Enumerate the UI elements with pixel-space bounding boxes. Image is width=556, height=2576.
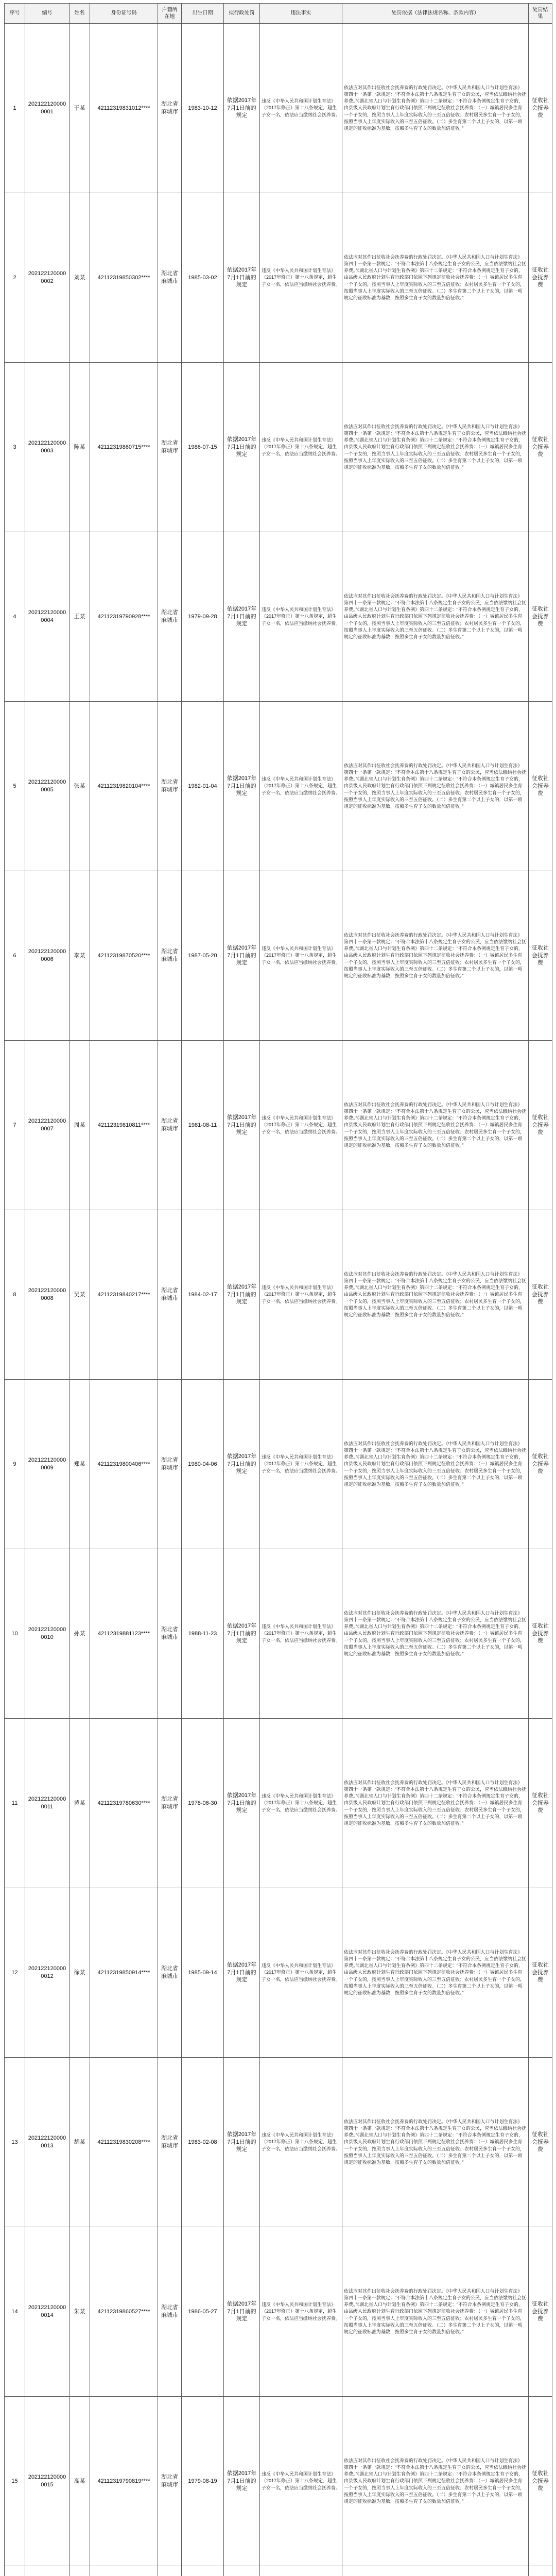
penalty-result-cell: 征收社会抚养费: [529, 24, 552, 193]
id-number-cell: 42112319850914****: [90, 1888, 158, 2058]
penalty-basis-cell: 依法应对其作出征收社会抚养费的行政处罚决定。《中华人民共和国人口与计划生育法》第四十一条第一款规定：“不符合本法第十八条规定生育子女的公民，应当依法缴纳社会抚养费。”《湖北省人口与计划生育条例》第四十二条规定：“不符合本条例规定生育子女的，由县级人民政府计划生育行政部门依照下列规定征收社会抚养费：（一）城镇居民多生育一个子女的，按照当事人上年度实际收入的三至五倍征收；农村居民多生育一个子女的，按照当事人上年度实际收入的三至五倍征收。（二）多生育第二个以上子女的，以第一项规定的征收标准为基数，按照多生育子女的数量加倍征收。”: [342, 1380, 529, 1549]
household-region-cell: 湖北省麻城市: [158, 1041, 182, 1210]
row-number-cell: 14: [5, 2227, 25, 2397]
person-name-cell: 陈某: [70, 363, 90, 532]
household-region-cell: [158, 2566, 182, 2576]
penalty-type-cell: 依据2017年7月1日前的规定: [224, 1380, 260, 1549]
violation-fact-cell: 违反《中华人民共和国计划生育法》（2017年修正）第十八条规定，超生子女一名，依法应当缴纳社会抚养费。: [260, 1041, 342, 1210]
table-row: [5, 1041, 552, 1210]
household-region-cell: 湖北省麻城市: [158, 2397, 182, 2566]
penalty-basis-cell: 依法应对其作出征收社会抚养费的行政处罚决定。《中华人民共和国人口与计划生育法》第四十一条第一款规定：“不符合本法第十八条规定生育子女的公民，应当依法缴纳社会抚养费。”《湖北省人口与计划生育条例》第四十二条规定：“不符合本条例规定生育子女的，由县级人民政府计划生育行政部门依照下列规定征收社会抚养费：（一）城镇居民多生育一个子女的，按照当事人上年度实际收入的三至五倍征收；农村居民多生育一个子女的，按照当事人上年度实际收入的三至五倍征收。（二）多生育第二个以上子女的，以第一项规定的征收标准为基数，按照多生育子女的数量加倍征收。”: [342, 1549, 529, 1719]
penalty-type-cell: 依据2017年7月1日前的规定: [224, 2227, 260, 2397]
table-row: [5, 2058, 552, 2227]
household-region-cell: 湖北省麻城市: [158, 1549, 182, 1719]
penalty-result-cell: 征收社会抚养费: [529, 1888, 552, 2058]
birth-date-cell: [182, 2566, 224, 2576]
penalty-basis-cell: 依法应对其作出征收社会抚养费的行政处罚决定。《中华人民共和国人口与计划生育法》第四十一条第一款规定：“不符合本法第十八条规定生育子女的公民，应当依法缴纳社会抚养费。”《湖北省人口与计划生育条例》第四十二条规定：“不符合本条例规定生育子女的，由县级人民政府计划生育行政部门依照下列规定征收社会抚养费：（一）城镇居民多生育一个子女的，按照当事人上年度实际收入的三至五倍征收；农村居民多生育一个子女的，按照当事人上年度实际收入的三至五倍征收。（二）多生育第二个以上子女的，以第一项规定的征收标准为基数，按照多生育子女的数量加倍征收。”: [342, 1888, 529, 2058]
header-cell: 出生日期: [182, 4, 224, 24]
table-row: [5, 24, 552, 193]
violation-fact-cell: [260, 2566, 342, 2576]
record-code-cell: 2021221200000001: [25, 24, 70, 193]
birth-date-cell: 1985-03-02: [182, 193, 224, 363]
table-row: [5, 1210, 552, 1380]
violation-fact-cell: 违反《中华人民共和国计划生育法》（2017年修正）第十八条规定，超生子女一名，依法应当缴纳社会抚养费。: [260, 24, 342, 193]
penalty-basis-cell: 依法应对其作出征收社会抚养费的行政处罚决定。《中华人民共和国人口与计划生育法》第四十一条第一款规定：“不符合本法第十八条规定生育子女的公民，应当依法缴纳社会抚养费。”《湖北省人口与计划生育条例》第四十二条规定：“不符合本条例规定生育子女的，由县级人民政府计划生育行政部门依照下列规定征收社会抚养费：（一）城镇居民多生育一个子女的，按照当事人上年度实际收入的三至五倍征收；农村居民多生育一个子女的，按照当事人上年度实际收入的三至五倍征收。（二）多生育第二个以上子女的，以第一项规定的征收标准为基数，按照多生育子女的数量加倍征收。”: [342, 2058, 529, 2227]
header-cell: 处罚结果: [529, 4, 552, 24]
person-name-cell: 王某: [70, 532, 90, 702]
header-cell: 序号: [5, 4, 25, 24]
table-row: [5, 1888, 552, 2058]
household-region-cell: 湖北省麻城市: [158, 871, 182, 1041]
penalty-type-cell: 依据2017年7月1日前的规定: [224, 532, 260, 702]
header-cell: 身份证号码: [90, 4, 158, 24]
penalty-basis-cell: 依法应对其作出征收社会抚养费的行政处罚决定。《中华人民共和国人口与计划生育法》第四十一条第一款规定：“不符合本法第十八条规定生育子女的公民，应当依法缴纳社会抚养费。”《湖北省人口与计划生育条例》第四十二条规定：“不符合本条例规定生育子女的，由县级人民政府计划生育行政部门依照下列规定征收社会抚养费：（一）城镇居民多生育一个子女的，按照当事人上年度实际收入的三至五倍征收；农村居民多生育一个子女的，按照当事人上年度实际收入的三至五倍征收。（二）多生育第二个以上子女的，以第一项规定的征收标准为基数，按照多生育子女的数量加倍征收。”: [342, 2227, 529, 2397]
penalty-type-cell: 依据2017年7月1日前的规定: [224, 1888, 260, 2058]
household-region-cell: 湖北省麻城市: [158, 1719, 182, 1888]
penalty-basis-cell: 依法应对其作出征收社会抚养费的行政处罚决定。《中华人民共和国人口与计划生育法》第四十一条第一款规定：“不符合本法第十八条规定生育子女的公民，应当依法缴纳社会抚养费。”《湖北省人口与计划生育条例》第四十二条规定：“不符合本条例规定生育子女的，由县级人民政府计划生育行政部门依照下列规定征收社会抚养费：（一）城镇居民多生育一个子女的，按照当事人上年度实际收入的三至五倍征收；农村居民多生育一个子女的，按照当事人上年度实际收入的三至五倍征收。（二）多生育第二个以上子女的，以第一项规定的征收标准为基数，按照多生育子女的数量加倍征收。”: [342, 702, 529, 871]
header-cell: 违法事实: [260, 4, 342, 24]
header-cell: 户籍所在地: [158, 4, 182, 24]
violation-fact-cell: 违反《中华人民共和国计划生育法》（2017年修正）第十八条规定，超生子女一名，依法应当缴纳社会抚养费。: [260, 871, 342, 1041]
row-number-cell: 9: [5, 1380, 25, 1549]
birth-date-cell: 1986-07-15: [182, 363, 224, 532]
id-number-cell: [90, 2566, 158, 2576]
row-number-cell: 8: [5, 1210, 25, 1380]
birth-date-cell: 1982-01-04: [182, 702, 224, 871]
birth-date-cell: 1986-05-27: [182, 2227, 224, 2397]
birth-date-cell: 1988-11-23: [182, 1549, 224, 1719]
id-number-cell: 42112319800406****: [90, 1380, 158, 1549]
violation-fact-cell: 违反《中华人民共和国计划生育法》（2017年修正）第十八条规定，超生子女一名，依法应当缴纳社会抚养费。: [260, 1888, 342, 2058]
birth-date-cell: 1981-08-11: [182, 1041, 224, 1210]
penalty-basis-cell: 依法应对其作出征收社会抚养费的行政处罚决定。《中华人民共和国人口与计划生育法》第四十一条第一款规定：“不符合本法第十八条规定生育子女的公民，应当依法缴纳社会抚养费。”《湖北省人口与计划生育条例》第四十二条规定：“不符合本条例规定生育子女的，由县级人民政府计划生育行政部门依照下列规定征收社会抚养费：（一）城镇居民多生育一个子女的，按照当事人上年度实际收入的三至五倍征收；农村居民多生育一个子女的，按照当事人上年度实际收入的三至五倍征收。（二）多生育第二个以上子女的，以第一项规定的征收标准为基数，按照多生育子女的数量加倍征收。”: [342, 24, 529, 193]
table-row: [5, 702, 552, 871]
table-row: [5, 2566, 552, 2576]
id-number-cell: 42112319810811****: [90, 1041, 158, 1210]
table-row: [5, 1719, 552, 1888]
record-code-cell: 2021221200000011: [25, 1719, 70, 1888]
id-number-cell: 42112319860527****: [90, 2227, 158, 2397]
penalty-result-cell: 征收社会抚养费: [529, 1719, 552, 1888]
penalty-type-cell: [224, 2566, 260, 2576]
record-code-cell: 2021221200000009: [25, 1380, 70, 1549]
row-number-cell: 3: [5, 363, 25, 532]
penalty-basis-cell: 依法应对其作出征收社会抚养费的行政处罚决定。《中华人民共和国人口与计划生育法》第四十一条第一款规定：“不符合本法第十八条规定生育子女的公民，应当依法缴纳社会抚养费。”《湖北省人口与计划生育条例》第四十二条规定：“不符合本条例规定生育子女的，由县级人民政府计划生育行政部门依照下列规定征收社会抚养费：（一）城镇居民多生育一个子女的，按照当事人上年度实际收入的三至五倍征收；农村居民多生育一个子女的，按照当事人上年度实际收入的三至五倍征收。（二）多生育第二个以上子女的，以第一项规定的征收标准为基数，按照多生育子女的数量加倍征收。”: [342, 1041, 529, 1210]
person-name-cell: 郑某: [70, 1380, 90, 1549]
person-name-cell: 周某: [70, 1041, 90, 1210]
row-number-cell: 2: [5, 193, 25, 363]
violation-fact-cell: 违反《中华人民共和国计划生育法》（2017年修正）第十八条规定，超生子女一名，依法应当缴纳社会抚养费。: [260, 532, 342, 702]
id-number-cell: 42112319830208****: [90, 2058, 158, 2227]
penalty-result-cell: 征收社会抚养费: [529, 871, 552, 1041]
penalty-basis-cell: 依法应对其作出征收社会抚养费的行政处罚决定。《中华人民共和国人口与计划生育法》第四十一条第一款规定：“不符合本法第十八条规定生育子女的公民，应当依法缴纳社会抚养费。”《湖北省人口与计划生育条例》第四十二条规定：“不符合本条例规定生育子女的，由县级人民政府计划生育行政部门依照下列规定征收社会抚养费：（一）城镇居民多生育一个子女的，按照当事人上年度实际收入的三至五倍征收；农村居民多生育一个子女的，按照当事人上年度实际收入的三至五倍征收。（二）多生育第二个以上子女的，以第一项规定的征收标准为基数，按照多生育子女的数量加倍征收。”: [342, 871, 529, 1041]
household-region-cell: 湖北省麻城市: [158, 1210, 182, 1380]
penalty-type-cell: 依据2017年7月1日前的规定: [224, 193, 260, 363]
id-number-cell: 42112319780630****: [90, 1719, 158, 1888]
row-number-cell: 12: [5, 1888, 25, 2058]
person-name-cell: 张某: [70, 702, 90, 871]
row-number-cell: 13: [5, 2058, 25, 2227]
header-row: [5, 4, 552, 24]
violation-fact-cell: 违反《中华人民共和国计划生育法》（2017年修正）第十八条规定，超生子女一名，依法应当缴纳社会抚养费。: [260, 1719, 342, 1888]
birth-date-cell: 1979-08-19: [182, 2397, 224, 2566]
penalty-result-cell: 征收社会抚养费: [529, 2058, 552, 2227]
table-row: [5, 532, 552, 702]
penalty-result-cell: 征收社会抚养费: [529, 2397, 552, 2566]
penalty-basis-cell: 依法应对其作出征收社会抚养费的行政处罚决定。《中华人民共和国人口与计划生育法》第四十一条第一款规定：“不符合本法第十八条规定生育子女的公民，应当依法缴纳社会抚养费。”《湖北省人口与计划生育条例》第四十二条规定：“不符合本条例规定生育子女的，由县级人民政府计划生育行政部门依照下列规定征收社会抚养费：（一）城镇居民多生育一个子女的，按照当事人上年度实际收入的三至五倍征收；农村居民多生育一个子女的，按照当事人上年度实际收入的三至五倍征收。（二）多生育第二个以上子女的，以第一项规定的征收标准为基数，按照多生育子女的数量加倍征收。”: [342, 2397, 529, 2566]
penalty-type-cell: 依据2017年7月1日前的规定: [224, 2058, 260, 2227]
id-number-cell: 42112319870520****: [90, 871, 158, 1041]
id-number-cell: 42112319820104****: [90, 702, 158, 871]
penalty-type-cell: 依据2017年7月1日前的规定: [224, 2397, 260, 2566]
record-code-cell: 2021221200000006: [25, 871, 70, 1041]
table-row: [5, 1380, 552, 1549]
id-number-cell: 42112319850302****: [90, 193, 158, 363]
person-name-cell: [70, 2566, 90, 2576]
row-number-cell: [5, 2566, 25, 2576]
penalty-result-cell: 征收社会抚养费: [529, 1380, 552, 1549]
table-body: [5, 24, 552, 2576]
record-code-cell: 2021221200000008: [25, 1210, 70, 1380]
id-number-cell: 42112319790928****: [90, 532, 158, 702]
row-number-cell: 15: [5, 2397, 25, 2566]
penalty-basis-cell: [342, 2566, 529, 2576]
violation-fact-cell: 违反《中华人民共和国计划生育法》（2017年修正）第十八条规定，超生子女一名，依法应当缴纳社会抚养费。: [260, 2397, 342, 2566]
household-region-cell: 湖北省麻城市: [158, 2058, 182, 2227]
record-code-cell: 2021221200000012: [25, 1888, 70, 2058]
record-code-cell: 2021221200000002: [25, 193, 70, 363]
penalty-type-cell: 依据2017年7月1日前的规定: [224, 702, 260, 871]
row-number-cell: 6: [5, 871, 25, 1041]
row-number-cell: 1: [5, 24, 25, 193]
violation-fact-cell: 违反《中华人民共和国计划生育法》（2017年修正）第十八条规定，超生子女一名，依法应当缴纳社会抚养费。: [260, 363, 342, 532]
penalty-table: [4, 3, 552, 2576]
household-region-cell: 湖北省麻城市: [158, 1888, 182, 2058]
person-name-cell: 徐某: [70, 1888, 90, 2058]
penalty-result-cell: 征收社会抚养费: [529, 193, 552, 363]
record-code-cell: 2021221200000015: [25, 2397, 70, 2566]
birth-date-cell: 1983-10-12: [182, 24, 224, 193]
row-number-cell: 11: [5, 1719, 25, 1888]
table-row: [5, 363, 552, 532]
penalty-basis-cell: 依法应对其作出征收社会抚养费的行政处罚决定。《中华人民共和国人口与计划生育法》第四十一条第一款规定：“不符合本法第十八条规定生育子女的公民，应当依法缴纳社会抚养费。”《湖北省人口与计划生育条例》第四十二条规定：“不符合本条例规定生育子女的，由县级人民政府计划生育行政部门依照下列规定征收社会抚养费：（一）城镇居民多生育一个子女的，按照当事人上年度实际收入的三至五倍征收；农村居民多生育一个子女的，按照当事人上年度实际收入的三至五倍征收。（二）多生育第二个以上子女的，以第一项规定的征收标准为基数，按照多生育子女的数量加倍征收。”: [342, 193, 529, 363]
person-name-cell: 李某: [70, 871, 90, 1041]
penalty-basis-cell: 依法应对其作出征收社会抚养费的行政处罚决定。《中华人民共和国人口与计划生育法》第四十一条第一款规定：“不符合本法第十八条规定生育子女的公民，应当依法缴纳社会抚养费。”《湖北省人口与计划生育条例》第四十二条规定：“不符合本条例规定生育子女的，由县级人民政府计划生育行政部门依照下列规定征收社会抚养费：（一）城镇居民多生育一个子女的，按照当事人上年度实际收入的三至五倍征收；农村居民多生育一个子女的，按照当事人上年度实际收入的三至五倍征收。（二）多生育第二个以上子女的，以第一项规定的征收标准为基数，按照多生育子女的数量加倍征收。”: [342, 1210, 529, 1380]
penalty-basis-cell: 依法应对其作出征收社会抚养费的行政处罚决定。《中华人民共和国人口与计划生育法》第四十一条第一款规定：“不符合本法第十八条规定生育子女的公民，应当依法缴纳社会抚养费。”《湖北省人口与计划生育条例》第四十二条规定：“不符合本条例规定生育子女的，由县级人民政府计划生育行政部门依照下列规定征收社会抚养费：（一）城镇居民多生育一个子女的，按照当事人上年度实际收入的三至五倍征收；农村居民多生育一个子女的，按照当事人上年度实际收入的三至五倍征收。（二）多生育第二个以上子女的，以第一项规定的征收标准为基数，按照多生育子女的数量加倍征收。”: [342, 363, 529, 532]
table-header: [5, 4, 552, 24]
penalty-result-cell: 征收社会抚养费: [529, 1210, 552, 1380]
id-number-cell: 42112319840217****: [90, 1210, 158, 1380]
record-code-cell: 2021221200000004: [25, 532, 70, 702]
penalty-type-cell: 依据2017年7月1日前的规定: [224, 1041, 260, 1210]
person-name-cell: 朱某: [70, 2227, 90, 2397]
record-code-cell: [25, 2566, 70, 2576]
penalty-type-cell: 依据2017年7月1日前的规定: [224, 1210, 260, 1380]
id-number-cell: 42112319860715****: [90, 363, 158, 532]
person-name-cell: 吴某: [70, 1210, 90, 1380]
household-region-cell: 湖北省麻城市: [158, 2227, 182, 2397]
household-region-cell: 湖北省麻城市: [158, 363, 182, 532]
table-row: [5, 2397, 552, 2566]
penalty-type-cell: 依据2017年7月1日前的规定: [224, 1719, 260, 1888]
id-number-cell: 42112319790819****: [90, 2397, 158, 2566]
header-cell: 编号: [25, 4, 70, 24]
violation-fact-cell: 违反《中华人民共和国计划生育法》（2017年修正）第十八条规定，超生子女一名，依法应当缴纳社会抚养费。: [260, 1380, 342, 1549]
person-name-cell: 黄某: [70, 1719, 90, 1888]
birth-date-cell: 1978-06-30: [182, 1719, 224, 1888]
row-number-cell: 5: [5, 702, 25, 871]
household-region-cell: 湖北省麻城市: [158, 1380, 182, 1549]
violation-fact-cell: 违反《中华人民共和国计划生育法》（2017年修正）第十八条规定，超生子女一名，依法应当缴纳社会抚养费。: [260, 193, 342, 363]
penalty-result-cell: 征收社会抚养费: [529, 1549, 552, 1719]
record-code-cell: 2021221200000003: [25, 363, 70, 532]
penalty-basis-cell: 依法应对其作出征收社会抚养费的行政处罚决定。《中华人民共和国人口与计划生育法》第四十一条第一款规定：“不符合本法第十八条规定生育子女的公民，应当依法缴纳社会抚养费。”《湖北省人口与计划生育条例》第四十二条规定：“不符合本条例规定生育子女的，由县级人民政府计划生育行政部门依照下列规定征收社会抚养费：（一）城镇居民多生育一个子女的，按照当事人上年度实际收入的三至五倍征收；农村居民多生育一个子女的，按照当事人上年度实际收入的三至五倍征收。（二）多生育第二个以上子女的，以第一项规定的征收标准为基数，按照多生育子女的数量加倍征收。”: [342, 532, 529, 702]
record-code-cell: 2021221200000014: [25, 2227, 70, 2397]
header-cell: 姓名: [70, 4, 90, 24]
penalty-type-cell: 依据2017年7月1日前的规定: [224, 1549, 260, 1719]
record-code-cell: 2021221200000007: [25, 1041, 70, 1210]
table-row: [5, 2227, 552, 2397]
table-row: [5, 1549, 552, 1719]
header-cell: 处罚依据（法律法规名称、条款内容）: [342, 4, 529, 24]
penalty-result-cell: [529, 2566, 552, 2576]
birth-date-cell: 1985-09-14: [182, 1888, 224, 2058]
record-code-cell: 2021221200000005: [25, 702, 70, 871]
penalty-result-cell: 征收社会抚养费: [529, 363, 552, 532]
violation-fact-cell: 违反《中华人民共和国计划生育法》（2017年修正）第十八条规定，超生子女一名，依法应当缴纳社会抚养费。: [260, 702, 342, 871]
violation-fact-cell: 违反《中华人民共和国计划生育法》（2017年修正）第十八条规定，超生子女一名，依法应当缴纳社会抚养费。: [260, 1210, 342, 1380]
table-row: [5, 193, 552, 363]
birth-date-cell: 1979-09-28: [182, 532, 224, 702]
violation-fact-cell: 违反《中华人民共和国计划生育法》（2017年修正）第十八条规定，超生子女一名，依法应当缴纳社会抚养费。: [260, 1549, 342, 1719]
penalty-type-cell: 依据2017年7月1日前的规定: [224, 871, 260, 1041]
household-region-cell: 湖北省麻城市: [158, 532, 182, 702]
id-number-cell: 42112319831012****: [90, 24, 158, 193]
penalty-type-cell: 依据2017年7月1日前的规定: [224, 363, 260, 532]
person-name-cell: 胡某: [70, 2058, 90, 2227]
record-code-cell: 2021221200000010: [25, 1549, 70, 1719]
household-region-cell: 湖北省麻城市: [158, 702, 182, 871]
birth-date-cell: 1980-04-06: [182, 1380, 224, 1549]
id-number-cell: 42112319881123****: [90, 1549, 158, 1719]
penalty-result-cell: 征收社会抚养费: [529, 532, 552, 702]
birth-date-cell: 1983-02-08: [182, 2058, 224, 2227]
person-name-cell: 高某: [70, 2397, 90, 2566]
penalty-basis-cell: 依法应对其作出征收社会抚养费的行政处罚决定。《中华人民共和国人口与计划生育法》第四十一条第一款规定：“不符合本法第十八条规定生育子女的公民，应当依法缴纳社会抚养费。”《湖北省人口与计划生育条例》第四十二条规定：“不符合本条例规定生育子女的，由县级人民政府计划生育行政部门依照下列规定征收社会抚养费：（一）城镇居民多生育一个子女的，按照当事人上年度实际收入的三至五倍征收；农村居民多生育一个子女的，按照当事人上年度实际收入的三至五倍征收。（二）多生育第二个以上子女的，以第一项规定的征收标准为基数，按照多生育子女的数量加倍征收。”: [342, 1719, 529, 1888]
violation-fact-cell: 违反《中华人民共和国计划生育法》（2017年修正）第十八条规定，超生子女一名，依法应当缴纳社会抚养费。: [260, 2227, 342, 2397]
row-number-cell: 7: [5, 1041, 25, 1210]
violation-fact-cell: 违反《中华人民共和国计划生育法》（2017年修正）第十八条规定，超生子女一名，依法应当缴纳社会抚养费。: [260, 2058, 342, 2227]
person-name-cell: 刘某: [70, 193, 90, 363]
birth-date-cell: 1987-05-20: [182, 871, 224, 1041]
person-name-cell: 于某: [70, 24, 90, 193]
penalty-result-cell: 征收社会抚养费: [529, 702, 552, 871]
penalty-result-cell: 征收社会抚养费: [529, 2227, 552, 2397]
header-cell: 拟行政处罚: [224, 4, 260, 24]
household-region-cell: 湖北省麻城市: [158, 193, 182, 363]
birth-date-cell: 1984-02-17: [182, 1210, 224, 1380]
household-region-cell: 湖北省麻城市: [158, 24, 182, 193]
penalty-result-cell: 征收社会抚养费: [529, 1041, 552, 1210]
table-row: [5, 871, 552, 1041]
person-name-cell: 孙某: [70, 1549, 90, 1719]
row-number-cell: 4: [5, 532, 25, 702]
record-code-cell: 2021221200000013: [25, 2058, 70, 2227]
row-number-cell: 10: [5, 1549, 25, 1719]
penalty-type-cell: 依据2017年7月1日前的规定: [224, 24, 260, 193]
